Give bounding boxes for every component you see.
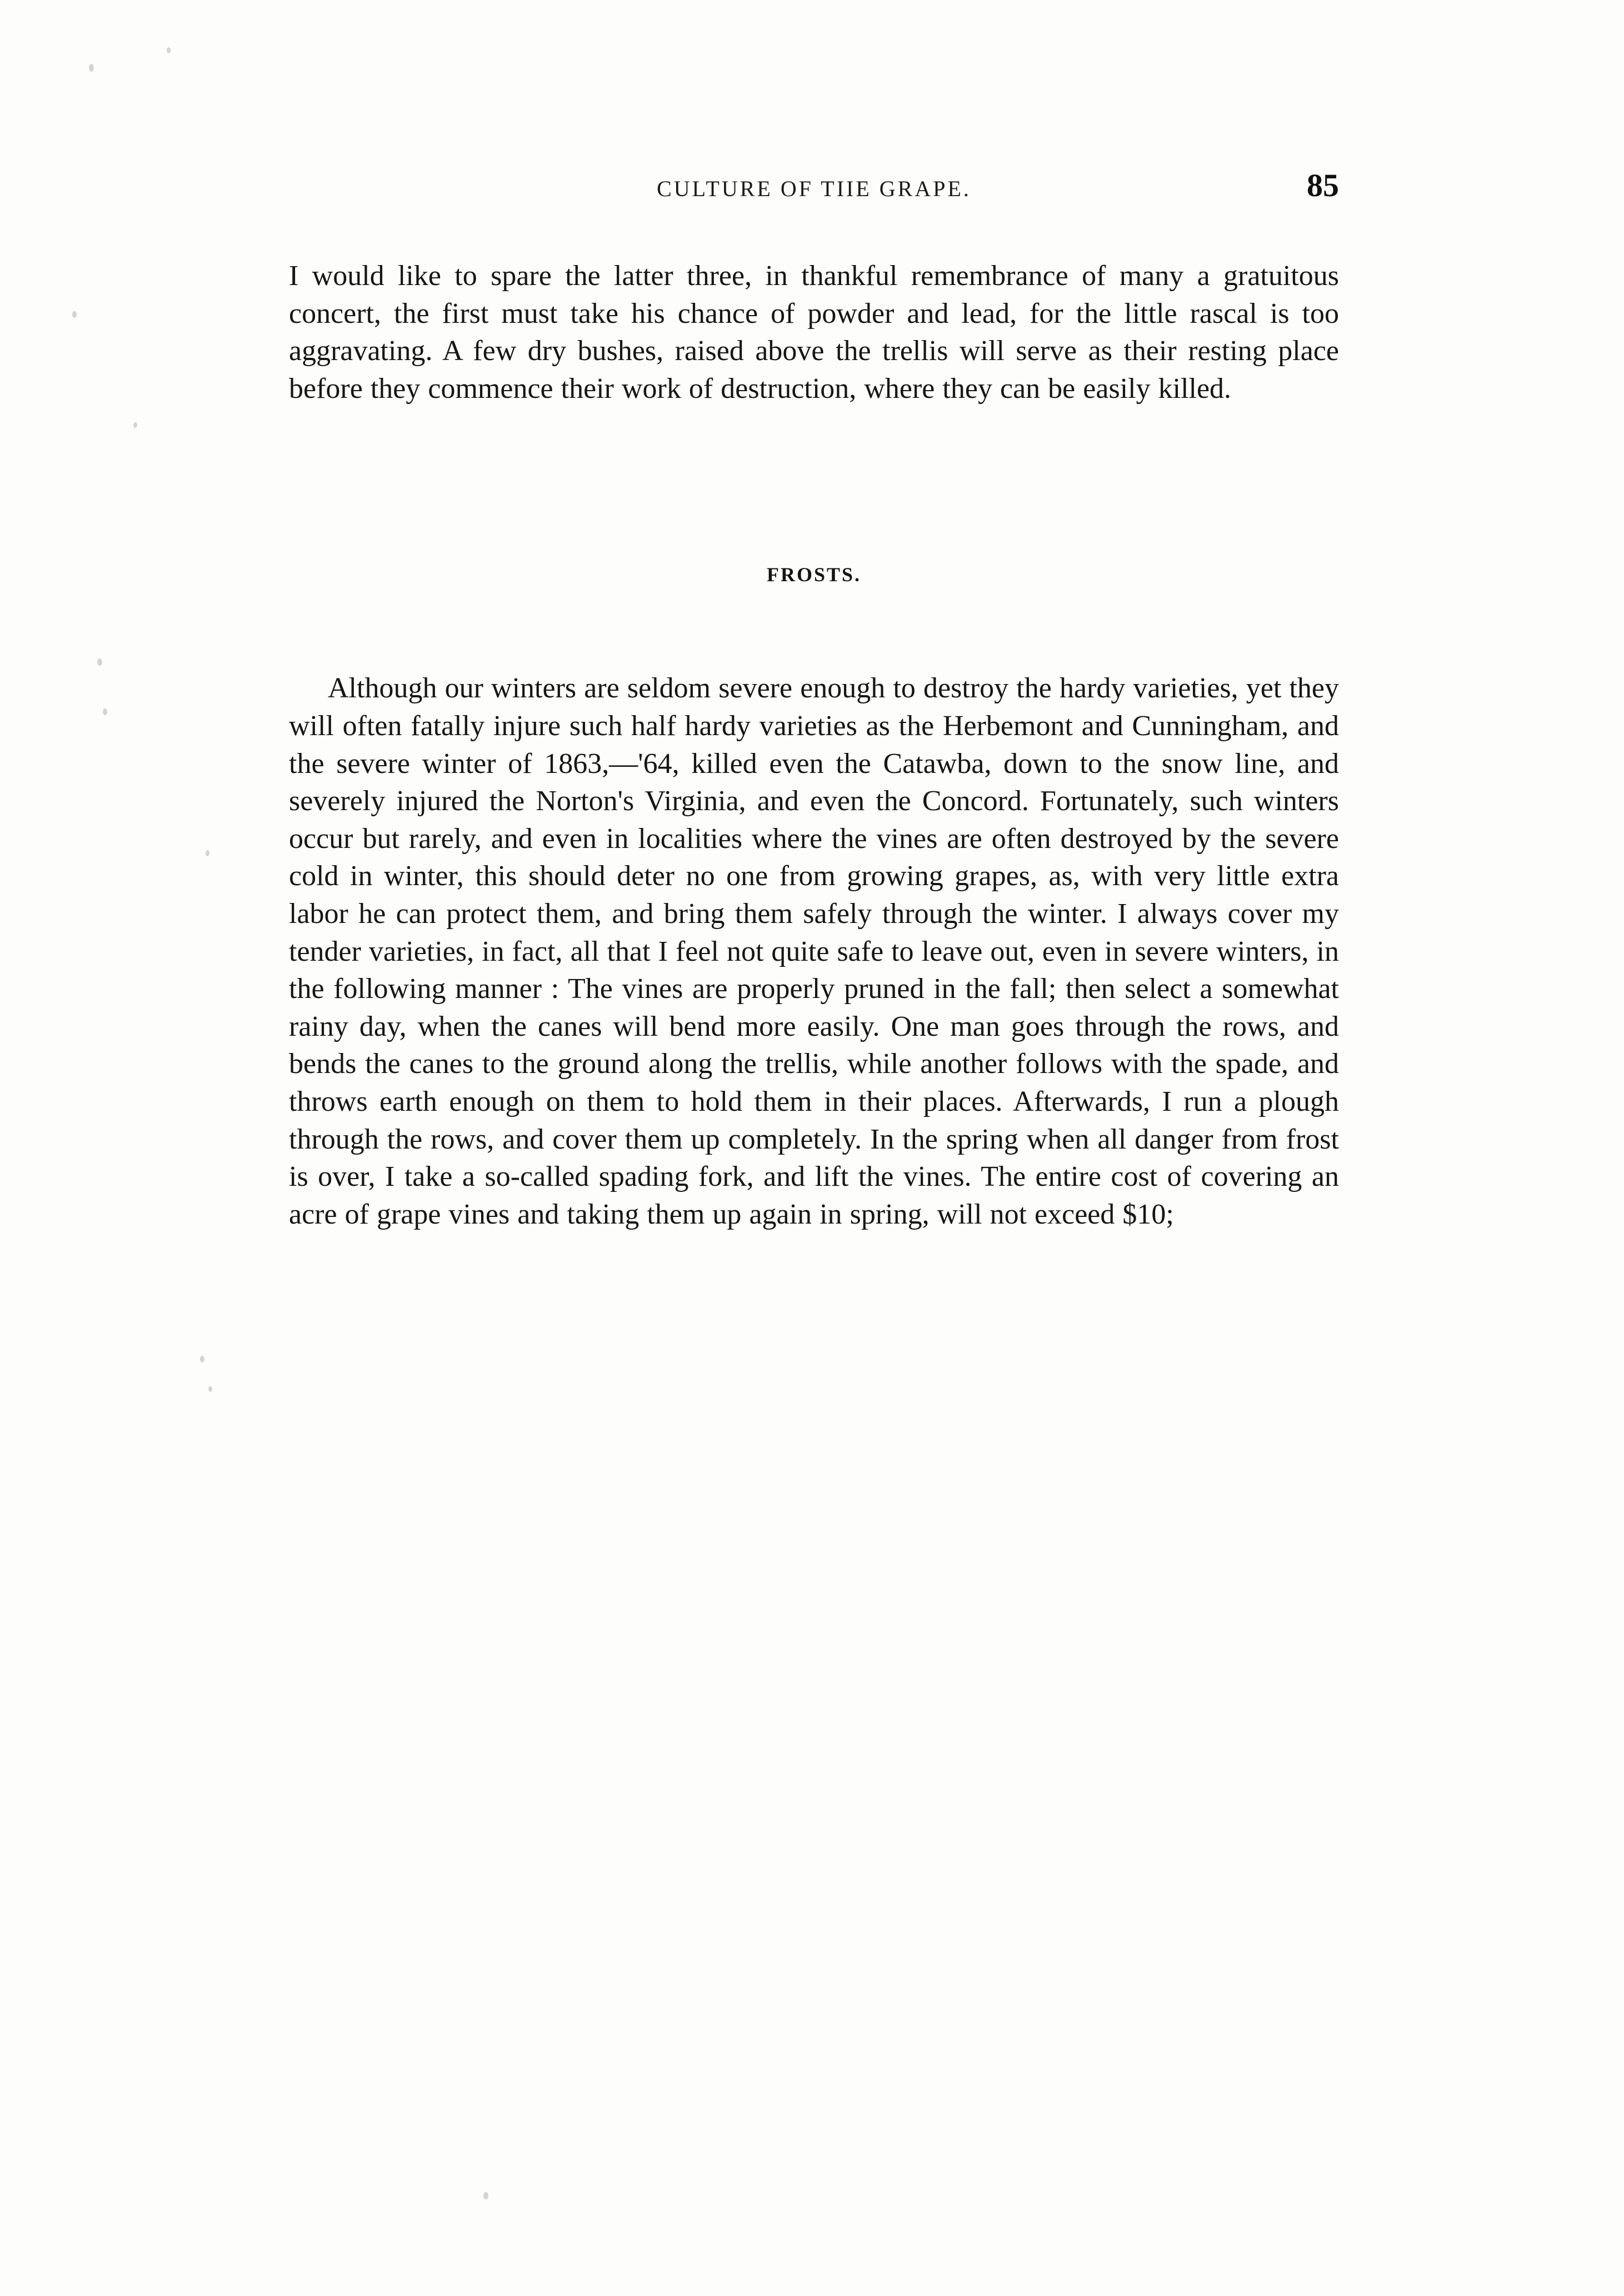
page-title: CULTURE OF TIIE GRAPE. xyxy=(657,176,971,201)
scan-speck xyxy=(133,422,137,428)
paragraph-gap xyxy=(289,407,1339,480)
section-heading-frosts: FROSTS. xyxy=(766,563,862,586)
scan-speck xyxy=(200,1356,204,1362)
scan-speck xyxy=(72,311,77,318)
running-head xyxy=(289,167,1339,204)
paragraph-frosts-body: Although our winters are seldom severe enough to destroy the hardy varieties, yet they will often fatally injure such half hardy varieties as the Herbemont and Cunningham, and the severe winter of 1863,—'64, killed even the Catawba, down to the snow line, and severely injured the Norton's Virginia, and even the Concord. Fortunately, such winters occur but rarely, and even in localities where the vines are often destroyed by the severe cold in winter, this should deter no one from growing grapes, as, with very little extra labor he can protect them, and bring them safely through the winter. I always cover my tender varieties, in fact, all that I feel not quite safe to leave out, even in severe winters, in the following manner : The vines are properly pruned in the fall; then select a somewhat rainy day, when the canes will bend more easily. One man goes through the rows, and bends the canes to the ground along the trellis, while another follows with the spade, and throws earth enough on them to hold them in their places. Afterwards, I run a plough through the rows, and cover them up completely. In the spring when all danger from frost is over, I take a so-called spading fork, and lift the vines. The entire cost of covering an acre of grape vines and taking them up again in spring, will not exceed $10; xyxy=(289,672,1339,1230)
scan-speck xyxy=(103,708,107,715)
paragraph-first: I would like to spare the latter three, in thankful remembrance of many a gratuitous concert, the first must take his chance of powder and lead, for the little rascal is too aggravating. A few dry bushes, raised above the trellis will serve as their resting place before they commence their work of destruction, where they can be easily killed. xyxy=(289,260,1339,405)
scan-speck xyxy=(97,658,102,666)
scan-speck xyxy=(206,850,209,856)
scan-speck xyxy=(483,2192,488,2199)
scan-speck xyxy=(167,47,171,53)
scan-speck xyxy=(208,1386,212,1392)
page-number: 85 xyxy=(1307,167,1339,203)
scan-speck xyxy=(89,64,94,72)
page-content xyxy=(289,167,1339,1233)
